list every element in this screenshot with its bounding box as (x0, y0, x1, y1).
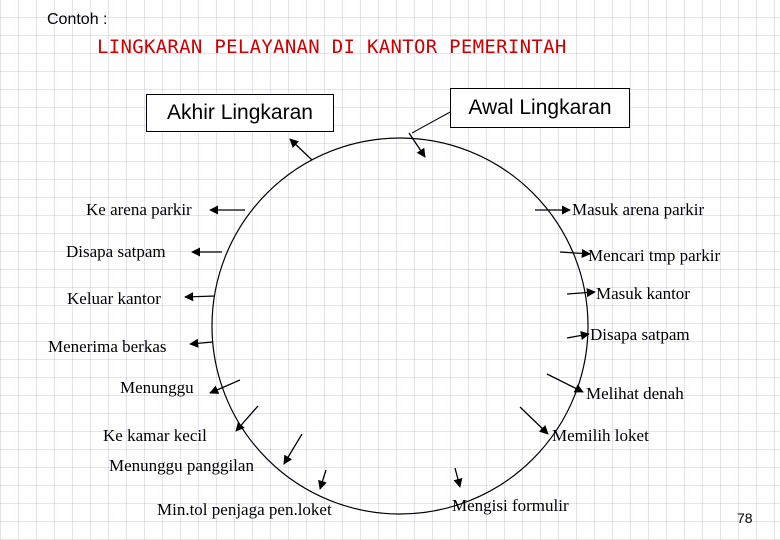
step-menunggu: Menunggu (120, 378, 194, 397)
end-of-cycle-box: Akhir Lingkaran (146, 94, 334, 132)
step-mencari-tmp-parkir: Mencari tmp parkir (588, 246, 721, 265)
step-menerima-berkas: Menerima berkas (48, 337, 167, 356)
step-menunggu-panggilan: Menunggu panggilan (109, 456, 254, 475)
page-number: 78 (737, 510, 753, 526)
step-ke-arena-parkir: Ke arena parkir (86, 200, 192, 219)
start-of-cycle-box: Awal Lingkaran (450, 88, 630, 128)
arrow-left-4 (190, 342, 213, 344)
step-masuk-kantor: Masuk kantor (596, 284, 690, 303)
start-connector (412, 111, 452, 133)
step-mengisi-formulir: Mengisi formulir (452, 496, 569, 515)
arrow-left-8 (320, 470, 326, 489)
arrow-right-2 (560, 252, 590, 254)
step-disapa-satpam-in: Disapa satpam (590, 325, 690, 344)
arrow-right-7 (455, 468, 460, 487)
example-label: Contoh : (47, 11, 108, 28)
step-masuk-arena-parkir: Masuk arena parkir (572, 200, 705, 219)
step-ke-kamar-kecil: Ke kamar kecil (103, 426, 207, 445)
service-circle (212, 138, 588, 514)
arrow-end (290, 139, 312, 160)
arrow-left-6 (236, 406, 258, 431)
slide-title: LINGKARAN PELAYANAN DI KANTOR PEMERINTAH (97, 36, 567, 58)
arrow-right-5 (547, 374, 583, 392)
arrow-right-4 (567, 334, 589, 338)
step-memilih-loket: Memilih loket (552, 426, 649, 445)
step-min-tol-penjaga: Min.tol penjaga pen.loket (157, 500, 332, 519)
step-disapa-satpam-out: Disapa satpam (66, 242, 166, 261)
arrow-left-3 (185, 296, 215, 297)
step-melihat-denah: Melihat denah (586, 384, 684, 403)
step-keluar-kantor: Keluar kantor (67, 289, 161, 308)
arrow-right-6 (520, 407, 548, 434)
arrow-left-7 (284, 434, 302, 464)
arrow-right-3 (567, 292, 595, 294)
arrow-start (409, 133, 425, 157)
arrow-left-5 (210, 380, 240, 393)
